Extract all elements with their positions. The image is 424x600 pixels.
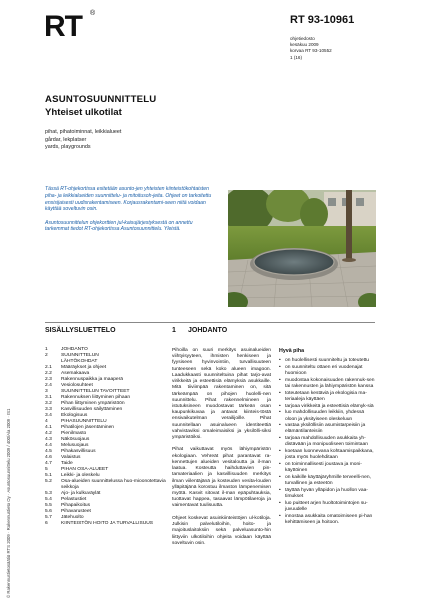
toc-item-label: Näkösuojaus [61, 437, 90, 442]
bullet-icon: • [279, 377, 281, 383]
page-subtitle: Yhteiset ulkotilat [45, 107, 122, 118]
toc-item-number: 3.1 [45, 395, 52, 400]
toc-item-label: Ajo- ja kulkuväylät [61, 491, 101, 496]
list-item [279, 475, 377, 487]
toc-item-label: Määräykset ja ohjeet [61, 365, 107, 370]
toc-item-label: Taide [61, 461, 73, 466]
toc-item-label: Pienilmasto [61, 431, 87, 436]
sidebar-copyright: © Rakennustietosäätiö RTS 2009 · Rakennustieto Oy · Asuntosuunnittelu 2009 / 400/Ala 2009 · IS1 [6, 408, 11, 598]
list-item [279, 410, 377, 422]
toc-heading: SISÄLLYSLUETTELO [45, 327, 116, 334]
toc-item-number: 4 [45, 419, 48, 424]
toc-item-number: 5.3 [45, 491, 52, 496]
keywords-sv: gårdar, lekplatser [45, 136, 87, 143]
bullet-icon: • [279, 462, 281, 467]
toc-item [45, 521, 167, 527]
list-item-text: on kaikille käyttäjäryhmille terveelli-nen, turvallinen ja esteetön [285, 474, 371, 487]
list-item-text: luo mahdollisuuden leikkiin, yhdessä oloon ja yksityiseen oleskeluun [285, 410, 365, 422]
page-title: ASUNTOSUUNNITTELU [45, 94, 157, 105]
toc-item-number: 2.2 [45, 371, 52, 376]
list-item-text: on suunniteltu ottaen eri vuodenajat huomioon [285, 364, 363, 377]
toc-item-label: Pihatilojen jäsentäminen [61, 425, 115, 430]
toc-item-number: 3.4 [45, 413, 52, 418]
table-of-contents [45, 347, 167, 527]
list-item [279, 449, 377, 461]
courtyard-photo [228, 190, 376, 307]
list-item-text: tarjoaa mahdollisuuden asukkaita yh-distävään ja monipuoliseen toimintaan [285, 436, 368, 448]
toc-item-number: 2.3 [45, 377, 52, 382]
toc-item-number: 3.3 [45, 407, 52, 412]
list-item-text: täyttää hyvän ylläpidon ja huollon vaa-timukset [285, 487, 368, 499]
list-item [279, 365, 377, 377]
meta-type: ohjetiedosto [290, 36, 315, 41]
toc-item-label: PIHAN OSA-ALUEET [61, 467, 109, 472]
good-yard-column [279, 348, 377, 527]
bullet-icon: • [279, 423, 281, 429]
toc-item-label: Asemakaava [61, 371, 90, 376]
toc-item-label: Pihapaikoitus [61, 503, 91, 508]
list-item [279, 514, 377, 526]
good-yard-heading: Hyvä piha [279, 348, 305, 354]
toc-item-number: 3.2 [45, 401, 52, 406]
toc-item-label: Pihakasvillisuus [61, 449, 96, 454]
bullet-icon: • [279, 513, 281, 519]
toc-item-label: Valaistus [61, 455, 81, 460]
toc-item-label: JOHDANTO [61, 347, 88, 352]
chapter-number: 1 [172, 327, 176, 334]
keywords-fi: pihat, pihatoiminnat, leikkialueet [45, 129, 122, 135]
toc-item-label: Rakennuksen liittyminen pihaan [61, 395, 131, 400]
toc-item-number: 4.4 [45, 443, 52, 448]
toc-item-label: KIINTEISTÖN HOITO JA TURVALLISUUS [61, 521, 154, 526]
toc-item-label: Pihan liittyminen ympäristöön [61, 401, 125, 406]
list-item-text: on toiminnallisesti joustava ja moni-käyttöinen [285, 462, 362, 474]
keywords [45, 129, 121, 152]
toc-item-number: 6 [45, 521, 48, 526]
toc-item-label: Melusuojaus [61, 443, 89, 448]
toc-item-number: 1 [45, 347, 48, 352]
keywords-en: yards, playgrounds [45, 144, 91, 151]
bullet-icon: • [279, 390, 281, 396]
toc-item-label: Osa-alueiden suunnittelussa huo-mioonotettavia seikkoja [61, 479, 166, 490]
toc-item-label: Pihavarusteet [61, 509, 91, 514]
toc-item-number: 4.6 [45, 455, 52, 460]
list-item-text: vastaa yksilöllisiin asumistarpeisiin ja elämäntilanteisiin [285, 423, 366, 435]
list-item [279, 378, 377, 390]
body-column-intro [172, 348, 271, 553]
toc-item-label: LÄHTÖKOHDAT [61, 359, 98, 364]
toc-item-number: 4.3 [45, 437, 52, 442]
bullet-icon: • [279, 410, 281, 416]
toc-item-number: 5 [45, 467, 48, 472]
toc-item-label: PIHASUUNNITTELU [61, 419, 107, 424]
bullet-icon: • [279, 474, 281, 480]
intro-paragraph: Tässä RT-ohjekortissa esitetään asunto-jen yhteisten kiinteistökohtaisten piha- ja leikkialueiden suunnittelu- ja mitoitusoh-jeita. Ohjeet on tarkoitettu ensisijaisesti uudisrakentamiseen. Korjausrakentami-seen niitä voidaan käyttää soveltuvin osin. [45, 186, 212, 213]
list-item-text: koetaan luonnevana kohtaamispaikkana, josta myös huolehditaan [285, 449, 374, 461]
toc-item-number: 2 [45, 353, 48, 358]
toc-item-label: Pelastustiet [61, 497, 87, 502]
bullet-icon: • [279, 403, 281, 409]
intro-paragraph: Asuntosuunnittelun ohjekorttien jul-kaisujärjestyksestä on annettu tarkemmat tiedot RT-ohjekortissa Asuntosuunnittelu. Yleistä. [45, 219, 193, 233]
body-paragraph: Pihoilla on suuri merkitys asuinalueiden viihtyisyyteen, ihmisten henkiseen ja fyysiseen hyvinvointiin, turvallisuuteen tunteeseen sekä koko alueen imagoon. Laadukkaasti suunniteltuina pihat tarjo-avat virikkeitä ja esteettisiä elämyksiä asukkaille. Mitä tiiviimpää rakentaminen on, sitä tärkeämpää on pihojen huolelli-nen suunnittelu. Pihat rakennelmineen ja istutuksineen muodostavat tärkeän osan kaupunkikuvaa ja antavat kiinteis-töstä ensivaikutelman verailijoille. Pihat suunnitellaan asuinalueen identiteettiä vahvistaviksi omaleimaisiksi ja yksilölli-siksi ympäristöiksi. [172, 348, 271, 441]
toc-item-label: SUUNNITTELUN TAVOITTEET [61, 389, 130, 394]
toc-item-number: 4.1 [45, 425, 52, 430]
toc-item-number: 4.5 [45, 449, 52, 454]
intro-text [45, 186, 213, 240]
document-code: RT 93-10961 [290, 14, 355, 26]
toc-item-label: Ekologisuus [61, 413, 88, 418]
toc-item-number: 4.7 [45, 461, 52, 466]
rt-logo: RT [44, 10, 82, 43]
bullet-icon: • [279, 436, 281, 442]
good-yard-list [279, 358, 377, 526]
toc-item-number: 5.7 [45, 515, 52, 520]
list-item [279, 358, 377, 364]
toc-item-number: 5.4 [45, 497, 52, 502]
list-item [279, 404, 377, 410]
toc-item-number: 5.1 [45, 473, 52, 478]
bullet-icon: • [279, 364, 281, 370]
list-item-text: innostaa asukkaita omatoimiseen pi-han kehittämiseen ja hoitoon. [285, 513, 373, 525]
registered-mark: ® [90, 10, 96, 17]
list-item-text: toteutetaan kestäviä ja ekologisia ma-teriaaleja käyttäen [285, 390, 367, 402]
toc-item-number: 3 [45, 389, 48, 394]
list-item [279, 391, 377, 403]
toc-item-label: Rakennuspaikka ja maaperä [61, 377, 123, 382]
toc-item-label: Leikki- ja oleskelu [61, 473, 100, 478]
list-item [279, 423, 377, 435]
list-item [279, 436, 377, 448]
list-item-text: tarjoaa virikkeitä ja esteettisiä elämyk-siä [285, 403, 374, 409]
body-paragraph: Ohjeet koskevat asuinkiinteistöjen ul-kotiloja. Julkisin palvelutiloihin, hoito- ja majoituslaitoksiin sekä palveluasunto-hin liittyviin ulkotiloihin ohjeita voidaan käyttää soveltuvin osin. [172, 515, 271, 546]
toc-item-label: Kasvillisuuden säilyttäminen [61, 407, 123, 412]
toc-item [45, 479, 167, 491]
toc-item-label: Jätehuolto [61, 515, 84, 520]
bullet-icon: • [279, 500, 281, 506]
meta-replaces: korvaa RT 93-10552 [290, 48, 332, 54]
body-paragraph: Pihat vaikuttavat myös lähiympäristön ekologiaan. Vehreät pihat parantavat ra-kennettujen alueiden vesitaloutta ja il-man laatua. Kosteutta haihduttavien pin-tamateriaalien ja kasvillisuuden merkitys ilman viilentäjänä ja kosteuden vesita-louden ylläpitäjänä korostuu ilmaston lämpenemisen myötä. Kasvit sitovat il-man epäpuhtauksia, tuottavat happea, tasaavat lämpötilaeroja ja vaimentavat tuulisuutta. [172, 447, 271, 509]
toc-item-label: Vesiolosuhteet [61, 383, 93, 388]
list-item [279, 488, 377, 500]
list-item [279, 462, 377, 474]
bullet-icon: • [279, 449, 281, 455]
bullet-icon: • [279, 358, 281, 364]
bullet-icon: • [279, 487, 281, 493]
list-item-text: on huolellisesti suunniteltu ja toteutettu [285, 358, 370, 364]
toc-item-number: 4.2 [45, 431, 52, 436]
list-item-text: muodostaa kokonaisuuden rakennuk-sen tai rakennusten ja lähiympäristön kanssa [285, 377, 375, 389]
toc-item-number: 5.2 [45, 479, 52, 484]
list-item [279, 501, 377, 513]
toc-item-number: 2.4 [45, 383, 52, 388]
toc-item-number: 2.1 [45, 365, 52, 370]
meta-date: kesäkuu 2009 [290, 42, 319, 48]
meta-page: 1 (16) [290, 54, 303, 60]
toc-item-label: SUUNNITTELUN [61, 353, 99, 358]
list-item-text: luo puitteet arjen huoltotoimintojen su-juvuudelle [285, 500, 368, 512]
section-divider [45, 322, 375, 323]
document-meta [290, 36, 332, 61]
toc-item-number: 5.6 [45, 509, 52, 514]
chapter-title: JOHDANTO [188, 327, 228, 334]
toc-item-number: 5.5 [45, 503, 52, 508]
